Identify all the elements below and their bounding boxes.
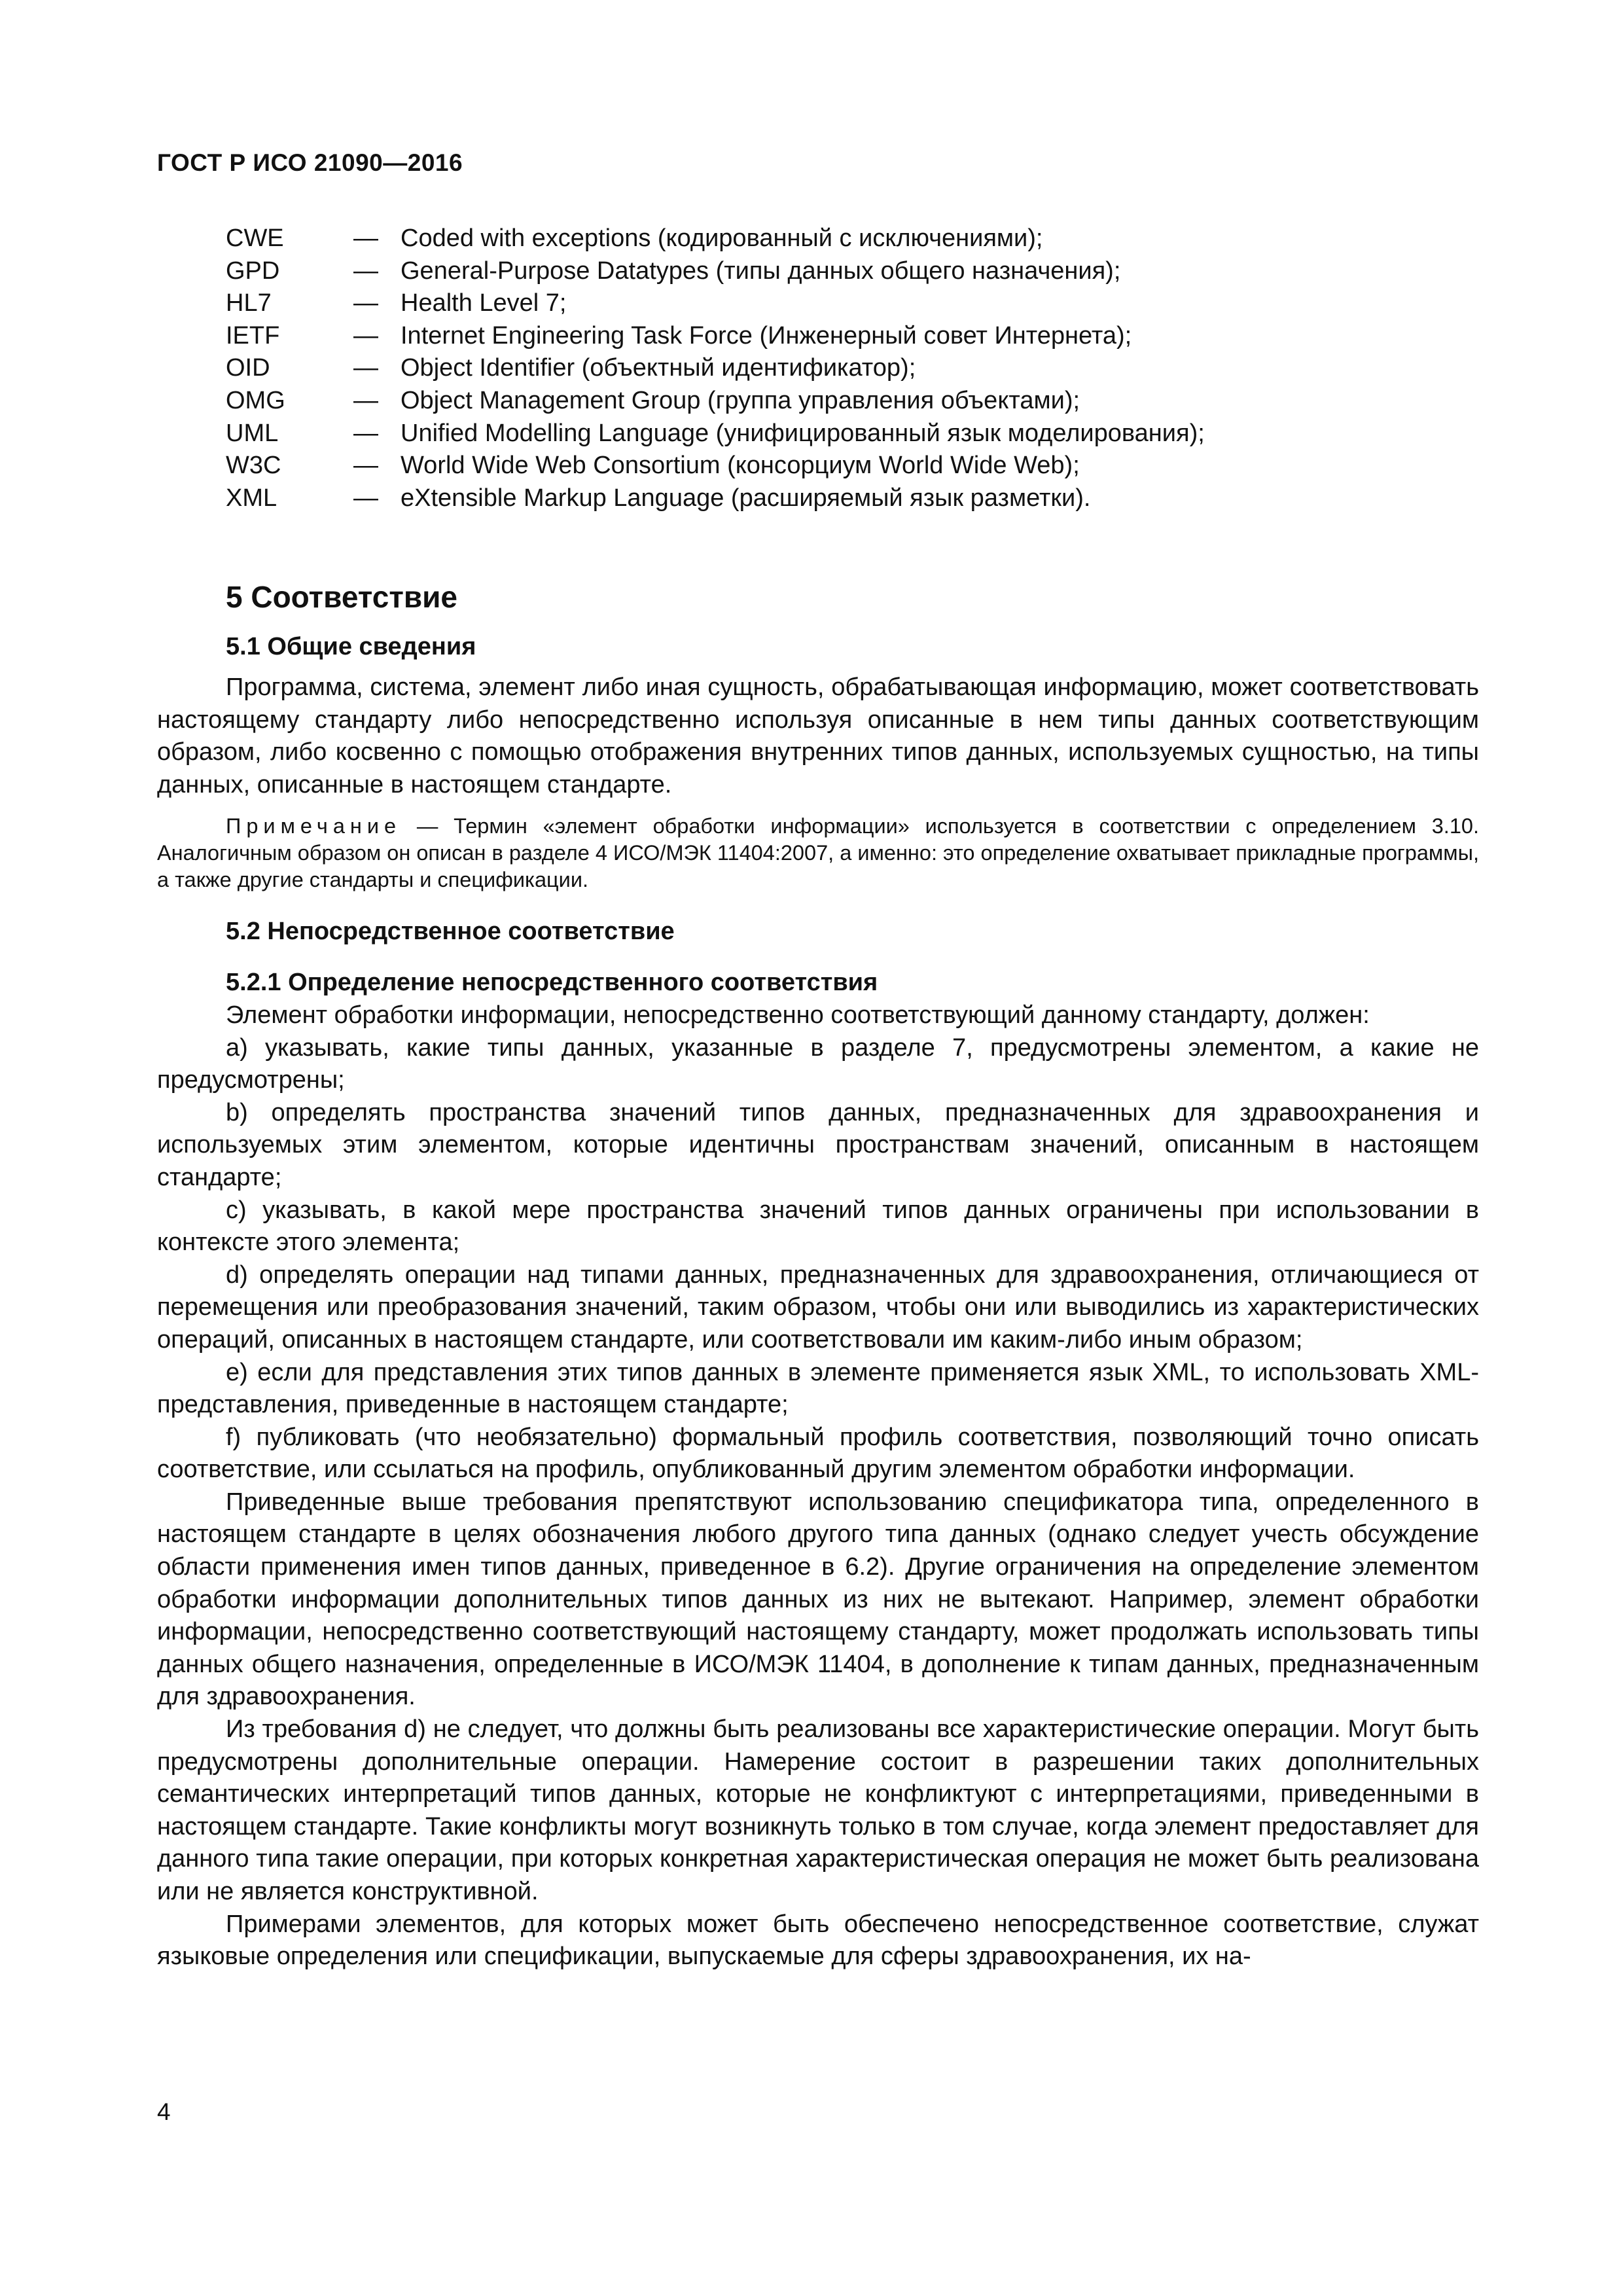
abbreviation-item (226, 352, 1469, 385)
clause-heading: 5.2.1 Определение непосредственного соответствия (226, 969, 878, 997)
paragraph: Примерами элементов, для которых может быть обеспечено непосредственное соответствие, служат языковые определения или спецификации, выпускаемые для сферы здравоохранения, их на- (157, 1910, 1479, 1971)
note-text: — Термин «элемент обработки информации» используется в соответствии с определением 3.10. Аналогичным образом он описан в разделе 4 ИСО/МЭК 11404:2007, а именно: это определение охватывает прикладные программы, а также другие стандарты и спецификации. (157, 814, 1479, 892)
abbreviation-dash: — (353, 289, 378, 317)
abbreviation-code: HL7 (226, 289, 272, 317)
paragraph: Приведенные выше требования препятствуют использованию спецификатора типа, определенного в настоящем стандарте в целях обозначения любого другого типа данных (однако следует учесть обсуждение области применения имен типов данных, приведенное в 6.2). Другие ограничения на определение элементом обработки информации дополнительных типов данных из них не вытекают. Например, элемент обработки информации, непосредственно соответствующий настоящему стандарту, может продолжать использовать типы данных общего назначения, определенные в ИСО/МЭК 11404, в дополнение к типам данных, предназначенным для здравоохранения. (157, 1488, 1479, 1711)
subsection-heading: 5.1 Общие сведения (226, 633, 476, 660)
abbreviation-item (226, 287, 1469, 320)
abbreviation-item (226, 320, 1469, 353)
abbreviation-dash: — (353, 484, 378, 512)
abbreviation-code: CWE (226, 224, 284, 252)
abbreviation-dash: — (353, 224, 378, 252)
abbreviation-definition: Object Identifier (объектный идентификатор); (401, 354, 916, 382)
abbreviation-item (226, 385, 1469, 418)
paragraph: Программа, система, элемент либо иная сущность, обрабатывающая информацию, может соответствовать настоящему стандарту либо непосредственно используя описанные в нем типы данных соответствующим образом, либо косвенно с помощью отображения внутренних типов данных, используемых сущностью, на типы данных, описанные в настоящем стандарте. (157, 673, 1479, 798)
page-number: 4 (157, 2098, 171, 2125)
subsection-heading: 5.2 Непосредственное соответствие (226, 918, 675, 946)
abbreviation-code: UML (226, 419, 279, 447)
abbreviation-dash: — (353, 386, 378, 414)
abbreviation-definition: eXtensible Markup Language (расширяемый язык разметки). (401, 484, 1091, 512)
abbreviation-definition: Internet Engineering Task Force (Инженерный совет Интернета); (401, 321, 1132, 350)
abbreviation-code: XML (226, 484, 277, 512)
paragraph: Из требования d) не следует, что должны быть реализованы все характеристические операции. Могут быть предусмотрены дополнительные операции. Намерение состоит в разрешении таких дополнительных семантических интерпретаций типов данных, которые не конфликтуют с интерпретациями, приведенными в настоящем стандарте. Такие конфликты могут возникнуть только в том случае, когда элемент предоставляет для данного типа такие операции, при которых конкретная характеристическая операция не может быть реализована или не является конструктивной. (157, 1715, 1479, 1905)
document-header: ГОСТ Р ИСО 21090—2016 (157, 149, 463, 176)
list-item: f) публиковать (что необязательно) формальный профиль соответствия, позволяющий точно описать соответствие, или ссылаться на профиль, опубликованный другим элементом обработки информации. (157, 1423, 1479, 1484)
abbreviation-dash: — (353, 354, 378, 382)
abbreviation-list (226, 223, 1469, 514)
section-heading: 5 Соответствие (226, 580, 457, 614)
abbreviation-code: GPD (226, 257, 280, 285)
abbreviation-dash: — (353, 419, 378, 447)
abbreviation-code: OID (226, 354, 270, 382)
abbreviation-item (226, 223, 1469, 255)
abbreviation-dash: — (353, 257, 378, 285)
list-item: a) указывать, какие типы данных, указанные в разделе 7, предусмотрены элементом, а какие не предусмотрены; (157, 1033, 1479, 1094)
abbreviation-code: W3C (226, 452, 281, 480)
abbreviation-definition: General-Purpose Datatypes (типы данных общего назначения); (401, 257, 1121, 285)
abbreviation-definition: Unified Modelling Language (унифицированный язык моделирования); (401, 419, 1205, 447)
abbreviation-code: OMG (226, 386, 285, 414)
note-label: Примечание (226, 814, 402, 838)
abbreviation-definition: Health Level 7; (401, 289, 567, 317)
list-item: e) если для представления этих типов данных в элементе применяется язык XML, то использовать XML-представления, приведенные в настоящем стандарте; (157, 1358, 1479, 1419)
paragraph: Элемент обработки информации, непосредственно соответствующий данному стандарту, должен: (226, 1001, 1370, 1029)
list-item: c) указывать, в какой мере пространства значений типов данных ограничены при использовании в контексте этого элемента; (157, 1196, 1479, 1257)
abbreviation-code: IETF (226, 321, 280, 350)
abbreviation-item (226, 482, 1469, 515)
abbreviation-definition: World Wide Web Consortium (консорциум World Wide Web); (401, 452, 1080, 480)
note (157, 813, 1479, 893)
abbreviation-item (226, 418, 1469, 450)
list-item: b) определять пространства значений типов данных, предназначенных для здравоохранения и используемых этим элементом, которые идентичны пространствам значений, описанным в настоящем стандарте; (157, 1098, 1479, 1191)
abbreviation-definition: Coded with exceptions (кодированный с исключениями); (401, 224, 1043, 252)
list-item: d) определять операции над типами данных, предназначенных для здравоохранения, отличающиеся от перемещения или преобразования значений, таким образом, чтобы они или выводились из характеристических операций, описанных в настоящем стандарте, или соответствовали им каким-либо иным образом; (157, 1261, 1479, 1354)
abbreviation-definition: Object Management Group (группа управления объектами); (401, 386, 1080, 414)
abbreviation-item (226, 450, 1469, 482)
abbreviation-dash: — (353, 452, 378, 480)
abbreviation-dash: — (353, 321, 378, 350)
main-content (157, 563, 1479, 1973)
abbreviation-item (226, 255, 1469, 288)
